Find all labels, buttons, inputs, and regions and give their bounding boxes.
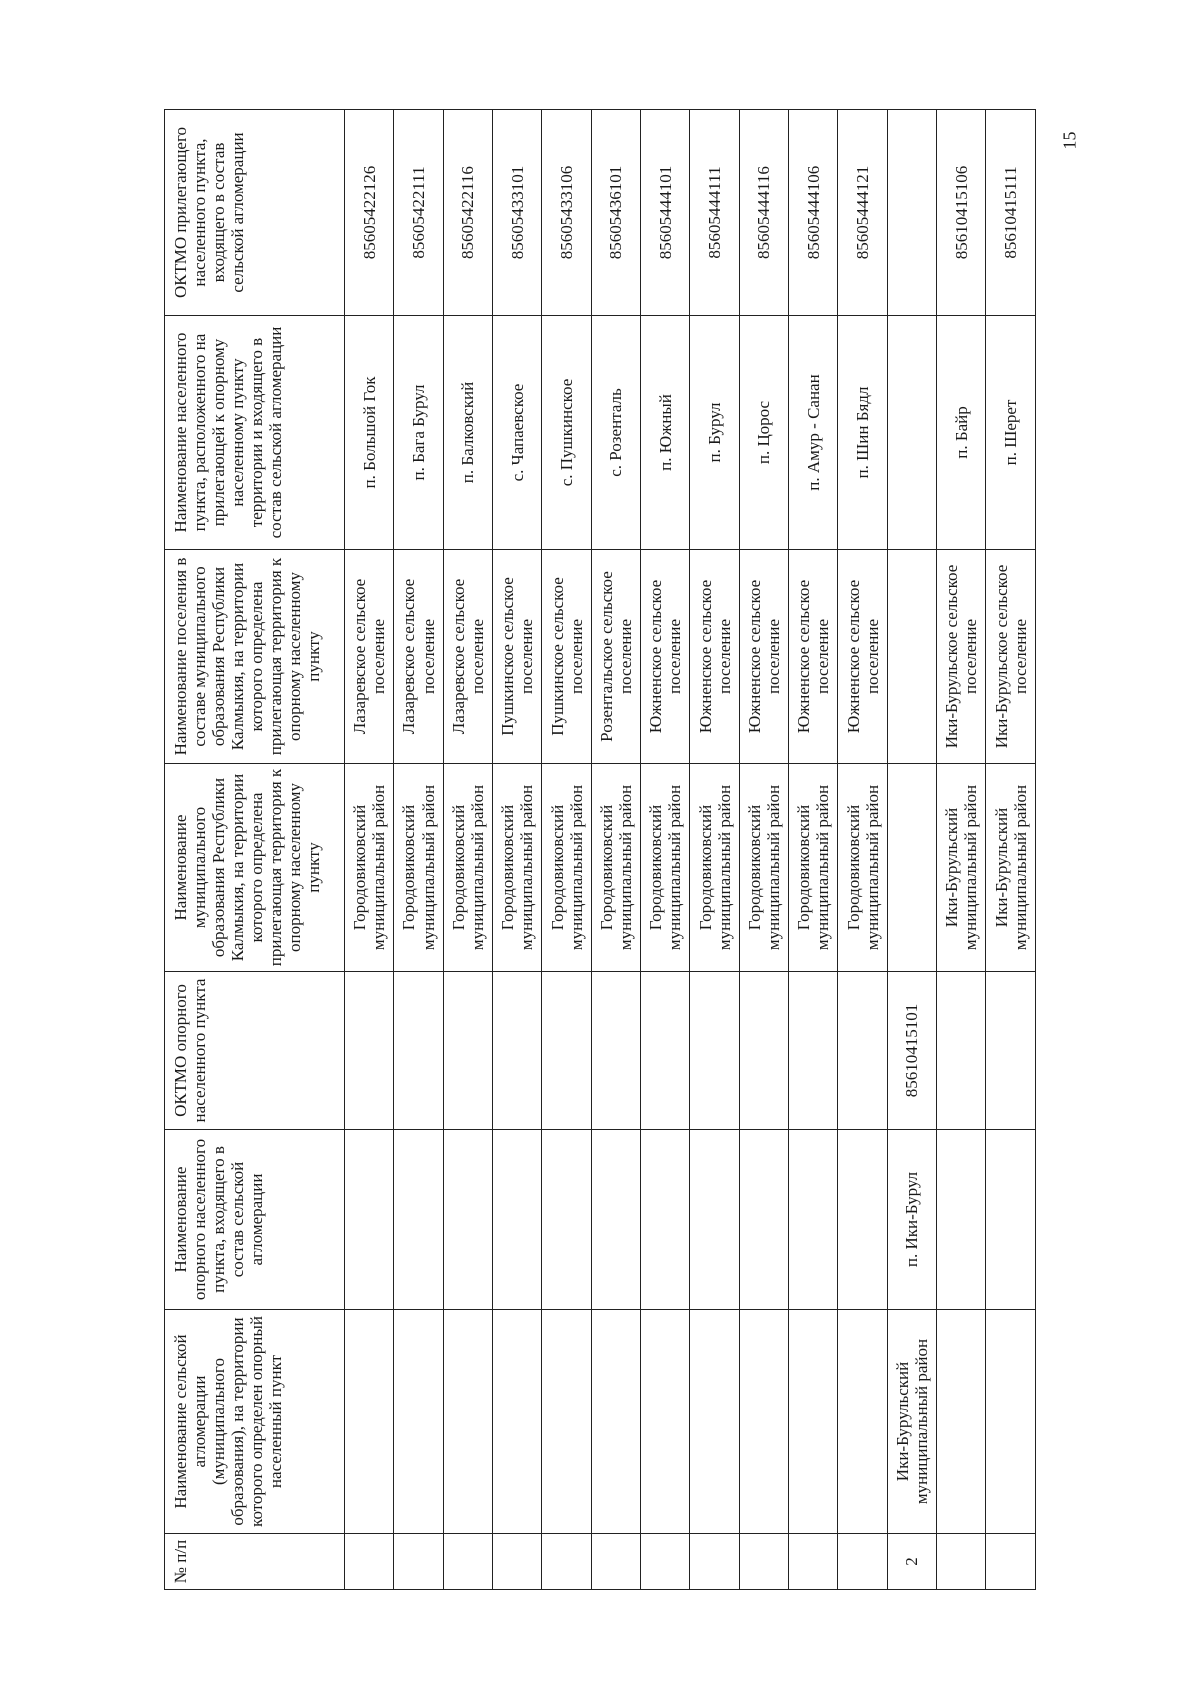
header-cell-base-oktmo: ОКТМО опорного населенного пункта [165,972,345,1130]
header-row [165,110,345,1590]
cell-base-oktmo [493,972,542,1130]
cell-adjacent-oktmo: 85605422126 [345,110,394,316]
cell-agglomeration [690,1310,739,1534]
cell-adjacent-oktmo: 85605444106 [789,110,838,316]
cell-base-settlement [345,1130,394,1310]
cell-adjacent-oktmo: 85605422111 [394,110,443,316]
cell-municipality: Городовиковский муниципальный район [394,764,443,972]
table-row [542,110,591,1590]
table-row [641,110,690,1590]
cell-base-oktmo: 85610415101 [887,972,936,1130]
cell-municipality: Городовиковский муниципальный район [789,764,838,972]
cell-base-settlement [838,1130,887,1310]
cell-base-oktmo [542,972,591,1130]
table-row [887,110,936,1590]
cell-adjacent-settlement: п. Бурул [690,316,739,550]
cell-base-settlement [789,1130,838,1310]
cell-agglomeration [443,1310,492,1534]
header-cell-municipality: Наименование муниципального образования Республики Калмыкия, на территории которого определена прилегающая территория к опорному населенному пункту [165,764,345,972]
cell-number [986,1534,1036,1590]
cell-settlement-unit: Ики-Бурульское сельское поселение [937,550,986,764]
cell-base-oktmo [443,972,492,1130]
cell-settlement-unit: Ики-Бурульское сельское поселение [986,550,1036,764]
cell-adjacent-settlement: п. Большой Гок [345,316,394,550]
table-row [838,110,887,1590]
cell-settlement-unit: Пушкинское сельское поселение [542,550,591,764]
cell-agglomeration [493,1310,542,1534]
cell-municipality: Городовиковский муниципальный район [838,764,887,972]
table-row [789,110,838,1590]
cell-adjacent-oktmo: 85605433101 [493,110,542,316]
cell-adjacent-oktmo: 85605444121 [838,110,887,316]
cell-base-settlement [739,1130,788,1310]
cell-adjacent-oktmo: 85605444111 [690,110,739,316]
cell-base-settlement [394,1130,443,1310]
cell-adjacent-settlement: с. Чапаевское [493,316,542,550]
cell-number [838,1534,887,1590]
cell-number: 2 [887,1534,936,1590]
cell-settlement-unit: Южненское сельское поселение [789,550,838,764]
cell-municipality: Городовиковский муниципальный район [493,764,542,972]
cell-adjacent-oktmo [887,110,936,316]
cell-number [591,1534,640,1590]
cell-number [641,1534,690,1590]
cell-adjacent-settlement: п. Амур - Санан [789,316,838,550]
cell-base-settlement [690,1130,739,1310]
cell-settlement-unit: Пушкинское сельское поселение [493,550,542,764]
cell-municipality: Городовиковский муниципальный район [542,764,591,972]
table-row [690,110,739,1590]
cell-municipality: Городовиковский муниципальный район [591,764,640,972]
cell-adjacent-oktmo: 85605433106 [542,110,591,316]
table-row [591,110,640,1590]
cell-adjacent-settlement: с. Пушкинское [542,316,591,550]
cell-base-oktmo [394,972,443,1130]
table-row [394,110,443,1590]
cell-adjacent-settlement: п. Балковский [443,316,492,550]
cell-number [345,1534,394,1590]
table-row [739,110,788,1590]
cell-settlement-unit: Южненское сельское поселение [838,550,887,764]
cell-municipality: Ики-Бурульский муниципальный район [986,764,1036,972]
cell-base-settlement [937,1130,986,1310]
cell-base-oktmo [345,972,394,1130]
cell-base-oktmo [641,972,690,1130]
cell-adjacent-settlement: п. Бага Бурул [394,316,443,550]
cell-adjacent-settlement: п. Шерет [986,316,1036,550]
cell-base-oktmo [937,972,986,1130]
rotated-table-wrapper [164,110,1036,1590]
cell-agglomeration [641,1310,690,1534]
cell-base-settlement [641,1130,690,1310]
cell-settlement-unit: Южненское сельское поселение [739,550,788,764]
cell-adjacent-oktmo: 85610415106 [937,110,986,316]
cell-adjacent-oktmo: 85605436101 [591,110,640,316]
cell-base-oktmo [789,972,838,1130]
table-row [345,110,394,1590]
cell-number [394,1534,443,1590]
cell-settlement-unit: Лазаревское сельское поселение [443,550,492,764]
cell-municipality: Городовиковский муниципальный район [345,764,394,972]
cell-adjacent-settlement: с. Розенталь [591,316,640,550]
cell-settlement-unit: Розентальское сельское поселение [591,550,640,764]
cell-agglomeration [542,1310,591,1534]
cell-number [443,1534,492,1590]
cell-settlement-unit: Лазаревское сельское поселение [394,550,443,764]
table-row [937,110,986,1590]
cell-adjacent-oktmo: 85610415111 [986,110,1036,316]
cell-base-settlement: п. Ики-Бурул [887,1130,936,1310]
cell-settlement-unit: Лазаревское сельское поселение [345,550,394,764]
cell-municipality: Городовиковский муниципальный район [690,764,739,972]
cell-municipality [887,764,936,972]
agglomeration-table [164,109,1036,1590]
table-row [493,110,542,1590]
cell-adjacent-settlement: п. Южный [641,316,690,550]
cell-agglomeration [937,1310,986,1534]
cell-base-settlement [986,1130,1036,1310]
cell-number [493,1534,542,1590]
cell-municipality: Городовиковский муниципальный район [443,764,492,972]
cell-number [739,1534,788,1590]
cell-agglomeration [591,1310,640,1534]
cell-agglomeration [739,1310,788,1534]
cell-adjacent-oktmo: 85605444101 [641,110,690,316]
cell-agglomeration [789,1310,838,1534]
cell-municipality: Городовиковский муниципальный район [739,764,788,972]
cell-base-oktmo [591,972,640,1130]
cell-adjacent-settlement: п. Байр [937,316,986,550]
cell-base-settlement [443,1130,492,1310]
cell-settlement-unit: Южненское сельское поселение [641,550,690,764]
cell-settlement-unit [887,550,936,764]
table-row [443,110,492,1590]
cell-settlement-unit: Южненское сельское поселение [690,550,739,764]
cell-number [937,1534,986,1590]
cell-municipality: Ики-Бурульский муниципальный район [937,764,986,972]
cell-base-oktmo [690,972,739,1130]
cell-number [789,1534,838,1590]
cell-number [690,1534,739,1590]
cell-agglomeration: Ики-Бурульский муниципальный район [887,1310,936,1534]
cell-agglomeration [394,1310,443,1534]
cell-base-oktmo [986,972,1036,1130]
cell-adjacent-settlement: п. Цорос [739,316,788,550]
header-cell-adjacent-oktmo: ОКТМО прилегающего населенного пункта, входящего в состав сельской агломерации [165,110,345,316]
cell-adjacent-settlement [887,316,936,550]
cell-base-settlement [493,1130,542,1310]
header-cell-number: № п/п [165,1534,345,1590]
table-row [986,110,1036,1590]
cell-agglomeration [838,1310,887,1534]
cell-municipality: Городовиковский муниципальный район [641,764,690,972]
cell-base-oktmo [739,972,788,1130]
cell-adjacent-settlement: п. Шин Бядл [838,316,887,550]
cell-agglomeration [345,1310,394,1534]
cell-adjacent-oktmo: 85605422116 [443,110,492,316]
header-cell-adjacent-settlement: Наименование населенного пункта, расположенного на прилегающей к опорному населенному пункту территории и входящего в состав сельской агломерации [165,316,345,550]
cell-base-oktmo [838,972,887,1130]
header-cell-base-settlement: Наименование опорного населенного пункта, входящего в состав сельской агломерации [165,1130,345,1310]
header-cell-agglomeration: Наименование сельской агломерации (муниципального образования), на территории которого определен опорный населенный пункт [165,1310,345,1534]
header-cell-settlement-unit: Наименование поселения в составе муниципального образования Республики Калмыкия, на территории которого определена прилегающая территория к опорному населенному пункту [165,550,345,764]
cell-agglomeration [986,1310,1036,1534]
cell-adjacent-oktmo: 85605444116 [739,110,788,316]
cell-base-settlement [591,1130,640,1310]
page-number: 15 [1059,131,1080,150]
cell-base-settlement [542,1130,591,1310]
cell-number [542,1534,591,1590]
